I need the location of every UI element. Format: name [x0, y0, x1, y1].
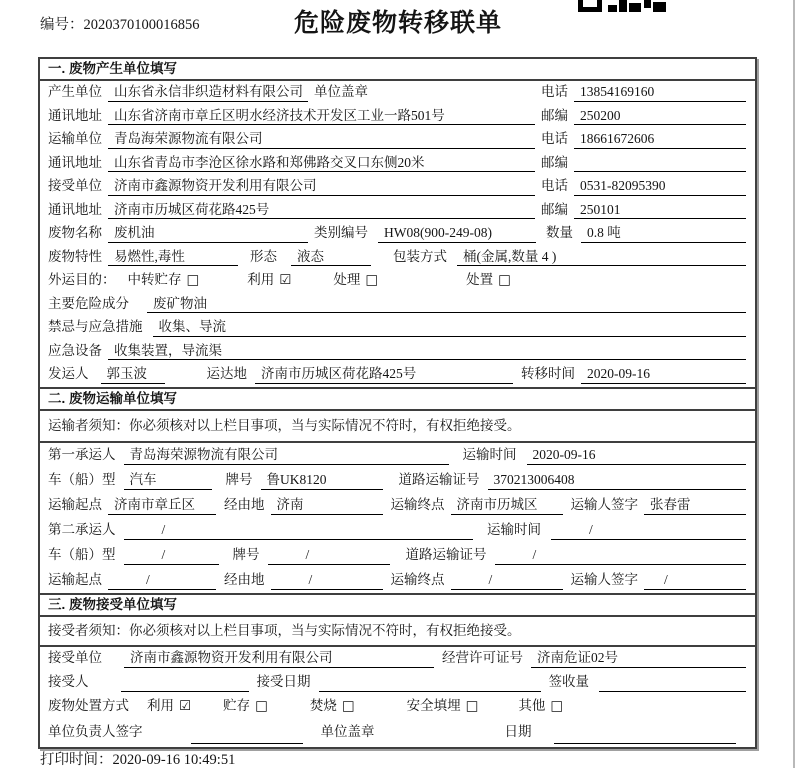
plate-2-value: / — [268, 543, 390, 565]
emergency-equipment-row — [40, 340, 755, 364]
route-origin-1-value: 济南市章丘区 — [108, 493, 216, 515]
route-via-1-label: 经由地 — [224, 496, 265, 512]
route-end-2-value: / — [451, 568, 563, 590]
waste-qty-value: 0.8 吨 — [581, 222, 746, 243]
page-title: 危险废物转移联单 — [293, 9, 502, 37]
responsible-sign-value — [191, 719, 303, 744]
purpose-opt-reuse — [247, 269, 291, 293]
producer-zip-value: 250200 — [574, 105, 746, 126]
section-3-header: 三. 废物接受单位填写 — [40, 593, 755, 617]
accepting-unit-value: 济南市鑫源物资开发利用有限公司 — [124, 647, 434, 668]
destination-value: 济南市历城区荷花路425号 — [255, 363, 513, 384]
disposal-opt-other — [518, 695, 563, 719]
operating-license-label: 经营许可证号 — [442, 649, 523, 665]
carrier-sign-1-label: 运输人签字 — [570, 496, 638, 512]
receiver-address-label: 通讯地址 — [48, 201, 102, 217]
emergency-measures-label: 禁忌与应急措施 — [48, 319, 143, 334]
accepting-unit-row — [40, 647, 755, 671]
waste-name-label: 废物名称 — [48, 225, 102, 240]
producer-address-label: 通讯地址 — [48, 107, 102, 123]
transport-time-1-value: 2020-09-16 — [527, 443, 747, 465]
serial-label: 编号： — [40, 17, 84, 33]
accepting-person-value — [121, 671, 249, 692]
producer-phone-value: 13854169160 — [574, 81, 746, 102]
waste-character-value: 易燃性,毒性 — [108, 246, 238, 267]
packing-value: 桶(金属,数量 4 ) — [457, 246, 746, 267]
route-end-1-label: 运输终点 — [390, 496, 445, 512]
second-carrier-row — [40, 518, 755, 543]
transfer-purpose-label: 外运目的： — [48, 272, 116, 287]
producer-address-value: 山东省济南市章丘区明水经济技术开发区工业一路501号 — [108, 105, 535, 126]
packing-label: 包装方式 — [393, 248, 447, 264]
disposal-method-row — [40, 695, 755, 719]
unit-seal-3-label: 单位盖章 — [320, 723, 375, 739]
window-right-edge — [793, 0, 795, 768]
waste-character-row — [40, 246, 755, 270]
signed-quantity-label: 签收量 — [548, 673, 589, 689]
disposal-opt-store-checkbox: □ — [255, 697, 268, 714]
disposal-opt-reuse-checkbox: ☑ — [179, 697, 192, 714]
carrier-sign-2-label: 运输人签字 — [570, 571, 638, 587]
second-carrier-label: 第二承运人 — [48, 521, 116, 537]
hazard-component-value: 废矿物油 — [147, 293, 746, 314]
print-time-label: 打印时间： — [40, 752, 113, 768]
transport-time-2-label: 运输时间 — [487, 521, 541, 537]
transfer-time-value: 2020-09-16 — [581, 363, 746, 384]
purpose-opt-storage-checkbox: □ — [186, 272, 200, 288]
section-transporter — [40, 387, 755, 593]
route-end-2-label: 运输终点 — [390, 571, 445, 587]
transporter-unit-row — [40, 128, 755, 152]
waste-code-label: 类别编号 — [314, 225, 368, 240]
receiver-unit-value: 济南市鑫源物资开发利用有限公司 — [108, 175, 535, 196]
receiver-phone-label: 电话 — [541, 178, 568, 193]
route-via-2-label: 经由地 — [224, 571, 265, 587]
vehicle-type-2-label: 车（船）型 — [48, 546, 116, 562]
route-origin-2-value: / — [108, 568, 216, 590]
accepting-unit-label: 接受单位 — [48, 649, 102, 665]
route-2-row — [40, 568, 755, 593]
route-origin-2-label: 运输起点 — [48, 571, 102, 587]
waste-qty-label: 数量 — [546, 225, 573, 240]
disposal-opt-other-label: 其他 — [518, 697, 546, 713]
first-carrier-value: 青岛海荣源物流有限公司 — [124, 443, 449, 465]
vehicle-type-1-label: 车（船）型 — [48, 471, 116, 487]
responsible-sign-row — [40, 719, 755, 747]
purpose-opt-dispose-label: 处置 — [466, 272, 494, 287]
vehicle-1-row — [40, 468, 755, 493]
receiver-unit-label: 接受单位 — [48, 178, 102, 193]
transporter-zip-value — [574, 152, 746, 173]
disposal-opt-landfill — [407, 695, 479, 719]
producer-unit-label: 产生单位 — [48, 84, 102, 99]
signed-quantity-value — [599, 671, 746, 692]
road-license-1-value: 370213006408 — [488, 468, 747, 490]
waste-form-label: 形态 — [250, 248, 277, 264]
qr-code-icon — [578, 0, 666, 16]
waste-form-value: 液态 — [291, 246, 371, 267]
receiver-address-row — [40, 199, 755, 223]
producer-address-row — [40, 105, 755, 129]
emergency-measures-value: 收集、导流 — [153, 316, 747, 337]
receiver-address-value: 济南市历城区荷花路425号 — [108, 199, 535, 220]
unit-seal-label: 单位盖章 — [314, 84, 368, 99]
vehicle-type-2-value: / — [124, 543, 219, 565]
transporter-zip-label: 邮编 — [541, 154, 568, 170]
purpose-opt-storage — [128, 269, 200, 293]
dispatcher-label: 发运人 — [48, 366, 89, 381]
section-receiver — [40, 593, 755, 747]
document-header — [0, 0, 796, 57]
plate-2-label: 牌号 — [232, 546, 260, 562]
transporter-address-row — [40, 152, 755, 176]
disposal-opt-landfill-label: 安全填埋 — [406, 697, 461, 713]
receiver-unit-row — [40, 175, 755, 199]
purpose-opt-reuse-checkbox: ☑ — [279, 272, 292, 288]
purpose-opt-dispose-checkbox: □ — [498, 272, 511, 288]
section-1-header: 一. 废物产生单位填写 — [40, 59, 755, 81]
road-license-2-value: / — [495, 543, 747, 565]
sign-date-value — [554, 719, 737, 744]
route-1-row — [40, 493, 755, 518]
disposal-opt-store-label: 贮存 — [223, 697, 251, 713]
route-end-1-value: 济南市历城区 — [451, 493, 563, 515]
producer-phone-label: 电话 — [541, 84, 568, 99]
transport-time-1-label: 运输时间 — [462, 446, 517, 462]
emergency-measures-row — [40, 316, 755, 340]
serial-value: 2020370100016856 — [83, 17, 200, 33]
receipt-row — [40, 671, 755, 695]
transporter-address-label: 通讯地址 — [48, 154, 102, 170]
receiver-phone-value: 0531-82095390 — [574, 175, 746, 196]
disposal-opt-reuse — [147, 695, 191, 719]
purpose-opt-treat-label: 处理 — [333, 272, 361, 287]
purpose-opt-reuse-label: 利用 — [247, 272, 275, 287]
waste-name-row — [40, 222, 755, 246]
first-carrier-label: 第一承运人 — [48, 446, 116, 462]
receiver-notice: 接受者须知：你必须核对以上栏目事项，当与实际情况不符时，有权拒绝接受。 — [40, 617, 755, 647]
manifest-table — [38, 57, 757, 749]
waste-name-value: 废机油 — [108, 222, 308, 243]
hazard-component-row — [40, 293, 755, 317]
disposal-opt-incinerate — [310, 695, 355, 719]
transport-time-2-value: / — [551, 518, 746, 540]
producer-unit-row — [40, 81, 755, 105]
sign-date-label: 日期 — [504, 723, 532, 739]
waste-character-label: 废物特性 — [48, 248, 102, 264]
second-carrier-value: / — [124, 518, 474, 540]
emergency-equipment-value: 收集装置，导流渠 — [108, 340, 746, 361]
transporter-unit-value: 青岛海荣源物流有限公司 — [108, 128, 535, 149]
route-origin-1-label: 运输起点 — [48, 496, 102, 512]
purpose-opt-dispose — [466, 269, 511, 293]
producer-zip-label: 邮编 — [541, 107, 568, 123]
route-via-1-value: 济南 — [271, 493, 383, 515]
purpose-opt-treat-checkbox: □ — [365, 272, 379, 288]
section-producer — [40, 59, 755, 387]
operating-license-value: 济南危证02号 — [531, 647, 746, 668]
dispatcher-value: 郭玉波 — [101, 363, 165, 384]
print-time — [40, 748, 235, 768]
carrier-sign-2-value: / — [644, 568, 746, 590]
print-time-value: 2020-09-16 10:49:51 — [112, 752, 236, 768]
road-license-2-label: 道路运输证号 — [405, 546, 487, 562]
receiver-zip-value: 250101 — [574, 199, 746, 220]
producer-unit-value: 山东省永信非织造材料有限公司 — [108, 81, 308, 102]
transporter-notice: 运输者须知：你必须核对以上栏目事项，当与实际情况不符时，有权拒绝接受。 — [40, 411, 755, 443]
section-2-header: 二. 废物运输单位填写 — [40, 387, 755, 411]
emergency-equipment-label: 应急设备 — [48, 342, 102, 358]
carrier-sign-1-value: 张春雷 — [644, 493, 746, 515]
plate-1-label: 牌号 — [225, 471, 253, 487]
purpose-opt-treat — [333, 269, 378, 293]
accept-date-value — [319, 671, 541, 692]
responsible-sign-label: 单位负责人签字 — [48, 723, 143, 739]
transporter-address-value: 山东省青岛市李沧区徐水路和郑佛路交叉口东侧20米 — [108, 152, 535, 173]
disposal-opt-landfill-checkbox: □ — [465, 697, 479, 714]
plate-1-value: 鲁UK8120 — [261, 468, 383, 490]
disposal-opt-store — [223, 695, 268, 719]
dispatcher-row — [40, 363, 755, 387]
first-carrier-row — [40, 443, 755, 468]
road-license-1-label: 道路运输证号 — [398, 471, 480, 487]
transporter-unit-label: 运输单位 — [48, 131, 102, 146]
vehicle-2-row — [40, 543, 755, 568]
transporter-phone-value: 18661672606 — [574, 128, 746, 149]
transfer-purpose-row — [40, 269, 755, 293]
receiver-zip-label: 邮编 — [541, 201, 568, 217]
waste-code-value: HW08(900-249-08) — [378, 222, 536, 243]
disposal-opt-incinerate-label: 焚烧 — [309, 697, 337, 713]
accept-date-label: 接受日期 — [256, 673, 311, 689]
disposal-opt-other-checkbox: □ — [550, 697, 564, 714]
destination-label: 运达地 — [206, 366, 247, 381]
purpose-opt-storage-label: 中转贮存 — [127, 272, 182, 287]
disposal-opt-incinerate-checkbox: □ — [341, 697, 355, 714]
hazard-component-label: 主要危险成分 — [48, 295, 129, 311]
disposal-method-label: 废物处置方式 — [48, 697, 129, 713]
accepting-person-label: 接受人 — [48, 673, 89, 689]
disposal-opt-reuse-label: 利用 — [147, 697, 174, 713]
transfer-time-label: 转移时间 — [521, 366, 575, 381]
vehicle-type-1-value: 汽车 — [124, 468, 212, 490]
route-via-2-value: / — [271, 568, 383, 590]
transporter-phone-label: 电话 — [541, 131, 568, 146]
